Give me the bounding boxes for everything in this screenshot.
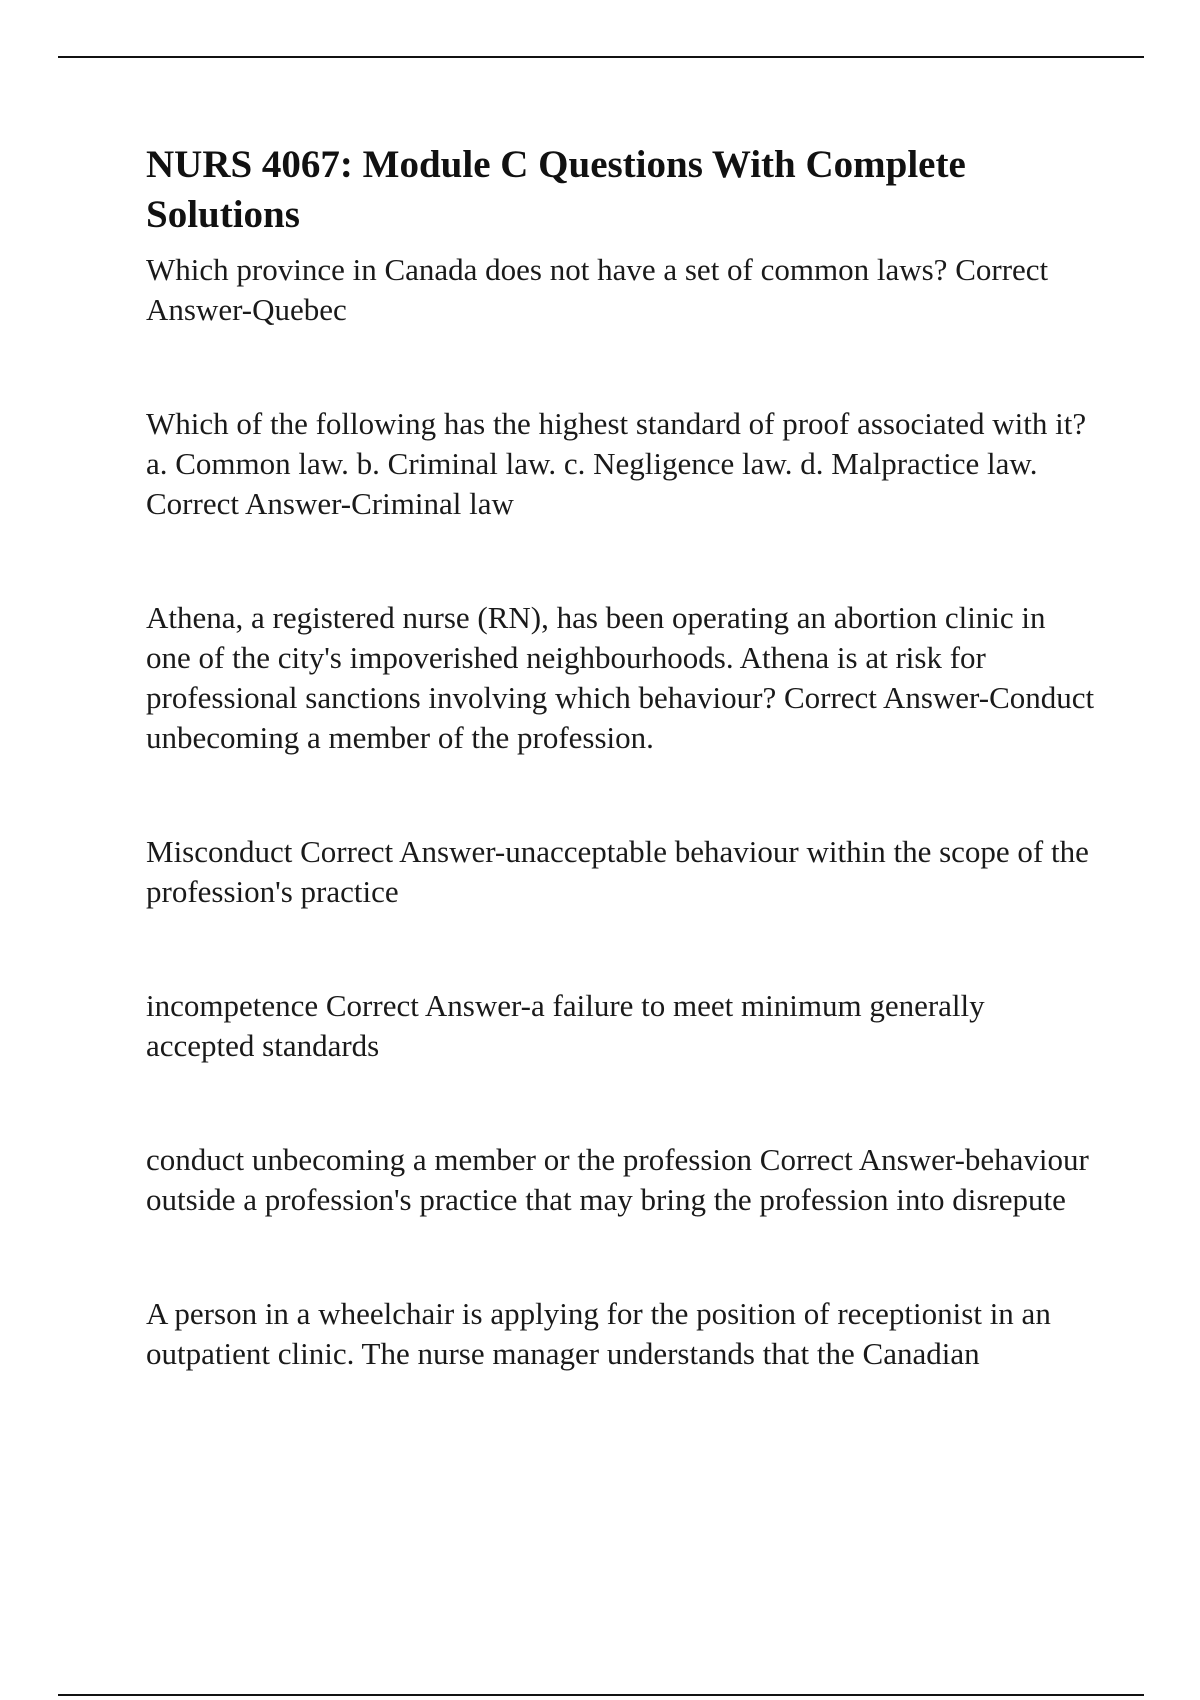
qa-entry: conduct unbecoming a member or the profession Correct Answer-behaviour outside a profession's practice that may bring the profession into disrepute bbox=[146, 1142, 1089, 1217]
qa-entry: A person in a wheelchair is applying for the position of receptionist in an outpatient clinic. The nurse manager understands that the Canadian bbox=[146, 1296, 1051, 1371]
qa-entry: Misconduct Correct Answer-unacceptable behaviour within the scope of the profession's practice bbox=[146, 834, 1089, 909]
footer-rule bbox=[58, 1694, 1144, 1696]
header-rule bbox=[58, 56, 1144, 58]
qa-entry: Which of the following has the highest standard of proof associated with it? a. Common law. b. Criminal law. c. Negligence law. d. Malpractice law. Correct Answer-Criminal law bbox=[146, 406, 1087, 521]
document-title: NURS 4067: Module C Questions With Complete Solutions bbox=[146, 143, 966, 236]
qa-entry: incompetence Correct Answer-a failure to meet minimum generally accepted standards bbox=[146, 988, 985, 1063]
document-body bbox=[146, 140, 1096, 1374]
qa-entry: Athena, a registered nurse (RN), has been operating an abortion clinic in one of the city's impoverished neighbourhoods. Athena is at risk for professional sanctions involving which behaviour? Correct Answer-Conduct unbecoming a member of the profession. bbox=[146, 600, 1095, 755]
qa-entry: Which province in Canada does not have a set of common laws? Correct Answer-Quebec bbox=[146, 252, 1049, 327]
